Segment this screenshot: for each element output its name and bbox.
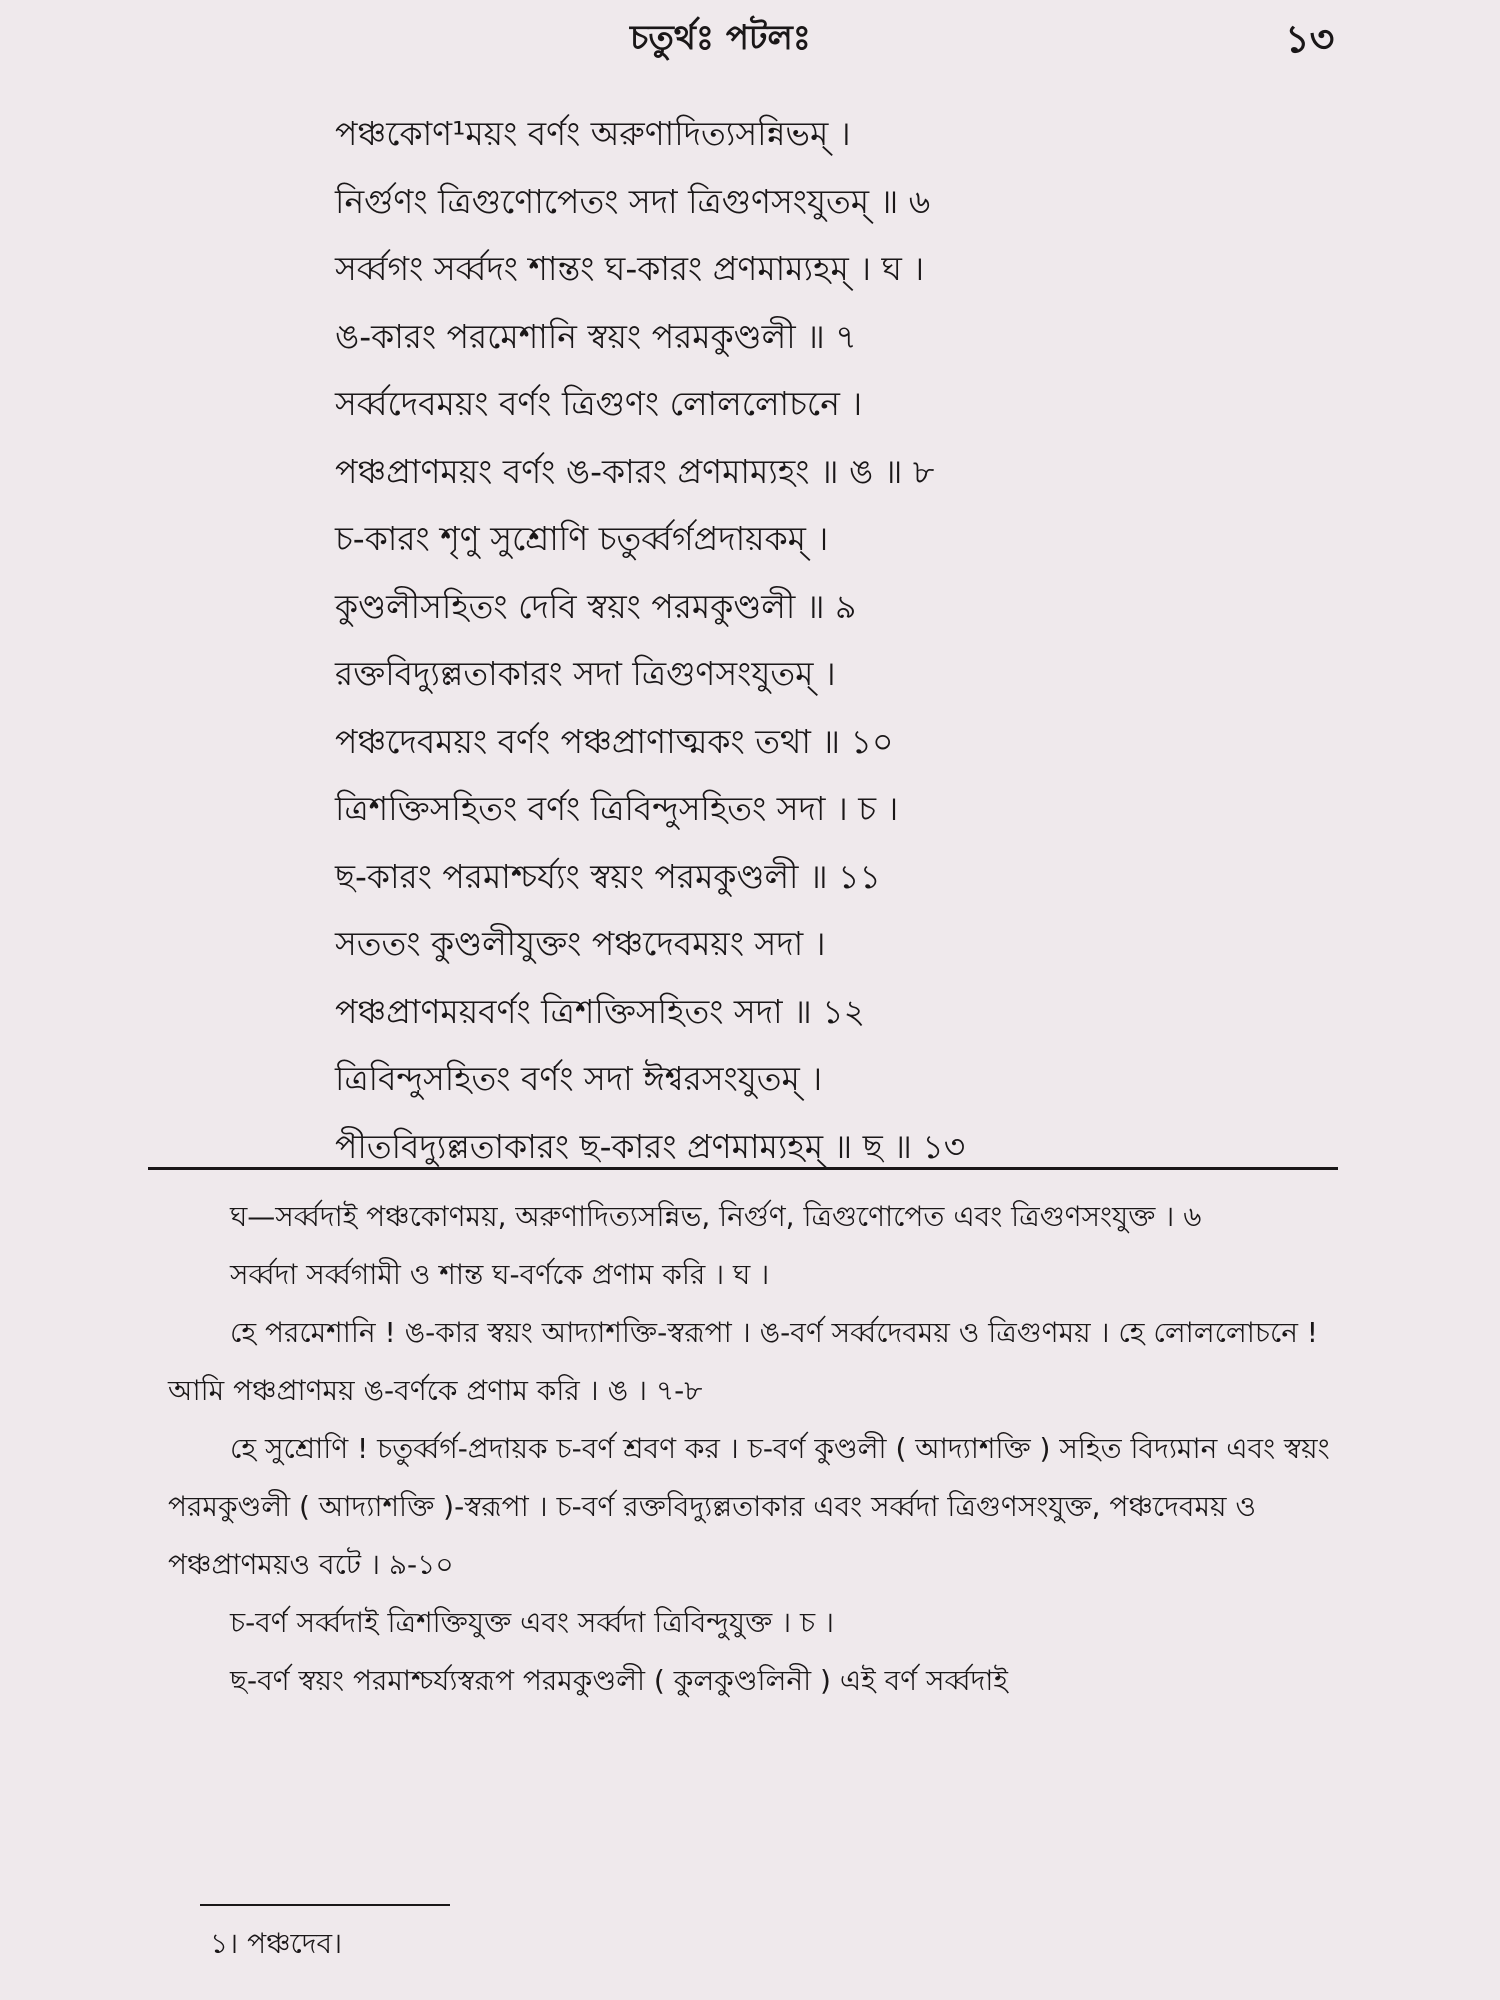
commentary-paragraph: চ-বর্ণ সর্ব্বদাই ত্রিশক্তিযুক্ত এবং সর্ব্বদা ত্রিবিন্দুযুক্ত । চ । [230, 1606, 835, 1639]
verse-line: ত্রিশক্তিসহিতং বর্ণং ত্রিবিন্দুসহিতং সদা । চ । [335, 789, 899, 828]
verse-line: ছ-কারং পরমাশ্চর্য্যং স্বয়ং পরমকুণ্ডলী ॥ ১১ [335, 856, 881, 896]
bengali-commentary [168, 1188, 1344, 1710]
commentary-paragraph: সর্ব্বদা সর্ব্বগামী ও শান্ত ঘ-বর্ণকে প্রণাম করি । ঘ । [230, 1258, 770, 1291]
commentary-paragraph: ছ-বর্ণ স্বয়ং পরমাশ্চর্য্যস্বরূপ পরমকুণ্ডলী ( কুলকুণ্ডলিনী ) এই বর্ণ সর্ব্বদাই [230, 1664, 1008, 1697]
chapter-heading: চতুর্থঃ পটলঃ [630, 18, 811, 58]
verse-line: কুণ্ডলীসহিতং দেবি স্বয়ং পরমকুণ্ডলী ॥ ৯ [335, 586, 857, 626]
verse-line: পঞ্চপ্রাণময়ং বর্ণং ঙ-কারং প্রণমাম্যহং ॥ ঙ ॥ ৮ [335, 451, 935, 491]
verse-line: পঞ্চকোণ¹ময়ং বর্ণং অরুণাদিত্যসন্নিভম্ । [335, 114, 851, 153]
commentary-paragraph: ঘ—সর্ব্বদাই পঞ্চকোণময়, অরুণাদিত্যসন্নিভ, নির্গুণ, ত্রিগুণোপেত এবং ত্রিগুণসংযুক্ত । ৬ [230, 1200, 1202, 1233]
verse-line: নির্গুণং ত্রিগুণোপেতং সদা ত্রিগুণসংযুতম্ ॥ ৬ [335, 181, 931, 221]
verse-line: ঙ-কারং পরমেশানি স্বয়ং পরমকুণ্ডলী ॥ ৭ [335, 316, 857, 356]
verse-line: সর্ব্বদেবময়ং বর্ণং ত্রিগুণং লোললোচনে । [335, 384, 863, 423]
verse-line: রক্তবিদ্যুল্লতাকারং সদা ত্রিগুণসংযুতম্ । [335, 654, 836, 693]
commentary-paragraph: হে পরমেশানি ! ঙ-কার স্বয়ং আদ্যাশক্তি-স্বরূপা । ঙ-বর্ণ সর্ব্বদেবময় ও ত্রিগুণময় । হে লোললোচনে ! আমি পঞ্চপ্রাণময় ঙ-বর্ণকে প্রণাম করি । ঙ । ৭-৮ [168, 1316, 1319, 1407]
verse-line: চ-কারং শৃণু সুশ্রোণি চতুর্ব্বর্গপ্রদায়কম্ । [335, 519, 829, 558]
verse-line: পঞ্চপ্রাণময়বর্ণং ত্রিশক্তিসহিতং সদা ॥ ১২ [335, 991, 866, 1031]
verse-line: সর্ব্বগং সর্ব্বদং শান্তং ঘ-কারং প্রণমাম্যহম্ । ঘ । [335, 249, 925, 288]
footnote: ১। পঞ্চদেব। [210, 1927, 343, 1960]
verse-line: পঞ্চদেবময়ং বর্ণং পঞ্চপ্রাণাত্মকং তথা ॥ ১০ [335, 721, 894, 761]
commentary-paragraph: হে সুশ্রোণি ! চতুর্ব্বর্গ-প্রদায়ক চ-বর্ণ শ্রবণ কর । চ-বর্ণ কুণ্ডলী ( আদ্যাশক্তি ) সহিত বিদ্যমান এবং স্বয়ং পরমকুণ্ডলী ( আদ্যাশক্তি )-স্বরূপা । চ-বর্ণ রক্তবিদ্যুল্লতাকার এবং সর্ব্বদা ত্রিগুণসংযুক্ত, পঞ্চদেবময় ও পঞ্চপ্রাণময়ও বটে । ৯-১০ [168, 1432, 1330, 1581]
verse-line: সততং কুণ্ডলীযুক্তং পঞ্চদেবময়ং সদা । [335, 924, 826, 963]
sanskrit-verses [335, 100, 1415, 1180]
verse-line: পীতবিদ্যুল্লতাকারং ছ-কারং প্রণমাম্যহম্ ॥ ছ ॥ ১৩ [335, 1126, 966, 1166]
section-divider [148, 1167, 1338, 1170]
footnote-divider [200, 1904, 450, 1906]
verse-line: ত্রিবিন্দুসহিতং বর্ণং সদা ঈশ্বরসংযুতম্ । [335, 1059, 823, 1098]
page-number: ১৩ [1285, 17, 1335, 61]
